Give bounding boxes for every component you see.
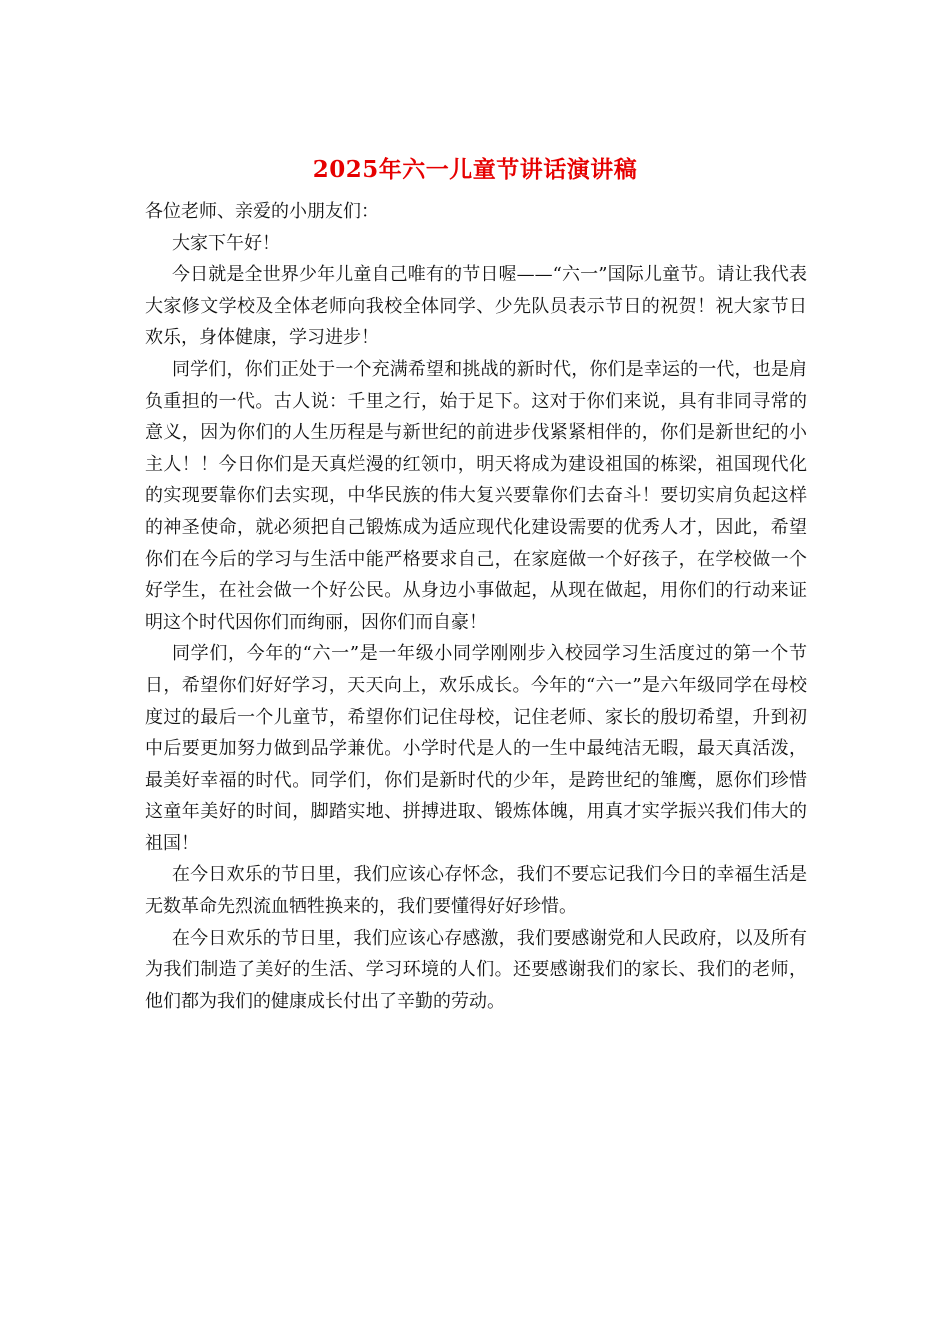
greeting: 大家下午好！ — [172, 232, 280, 254]
paragraph-3: 同学们，今年的“六一”是一年级小同学刚刚步入校园学习生活度过的第一个节日，希望你们好好学习，天天向上，欢乐成长。今年的“六一”是六年级同学在母校度过的最后一个儿童节，希望你们记住母校，记住老师、家长的殷切希望，升到初中后要更加努力做到品学兼优。小学时代是人的一生中最纯洁无暇，最天真活泼，最美好幸福的时代。同学们，你们是新时代的少年，是跨世纪的雏鹰，愿你们珍惜这童年美好的时间，脚踏实地、拼搏进取、锻炼体魄，用真才实学振兴我们伟大的祖国！ — [145, 643, 807, 854]
document-title: 2025年六一儿童节讲话演讲稿 — [312, 156, 638, 183]
document-body — [145, 196, 807, 1017]
paragraph-5: 在今日欢乐的节日里，我们应该心存感激，我们要感谢党和人民政府，以及所有为我们制造了美好的生活、学习环境的人们。还要感谢我们的家长、我们的老师，他们都为我们的健康成长付出了辛勤的劳动。 — [145, 927, 807, 1012]
salutation: 各位老师、亲爱的小朋友们： — [145, 201, 379, 222]
paragraph-4: 在今日欢乐的节日里，我们应该心存怀念，我们不要忘记我们今日的幸福生活是无数革命先烈流血牺牲换来的，我们要懂得好好珍惜。 — [145, 864, 807, 918]
paragraph-2: 同学们，你们正处于一个充满希望和挑战的新时代，你们是幸运的一代，也是肩负重担的一代。古人说：千里之行，始于足下。这对于你们来说，具有非同寻常的意义，因为你们的人生历程是与新世纪的前进步伐紧紧相伴的，你们是新世纪的小主人！！今日你们是天真烂漫的红领巾，明天将成为建设祖国的栋梁，祖国现代化的实现要靠你们去实现，中华民族的伟大复兴要靠你们去奋斗！要切实肩负起这样的神圣使命，就必须把自己锻炼成为适应现代化建设需要的优秀人才，因此，希望你们在今后的学习与生活中能严格要求自己，在家庭做一个好孩子，在学校做一个好学生，在社会做一个好公民。从身边小事做起，从现在做起，用你们的行动来证明这个时代因你们而绚丽，因你们而自豪！ — [145, 358, 807, 633]
paragraph-1: 今日就是全世界少年儿童自己唯有的节日喔——“六一”国际儿童节。请让我代表大家修文学校及全体老师向我校全体同学、少先队员表示节日的祝贺！祝大家节日欢乐，身体健康，学习进步！ — [145, 264, 807, 349]
